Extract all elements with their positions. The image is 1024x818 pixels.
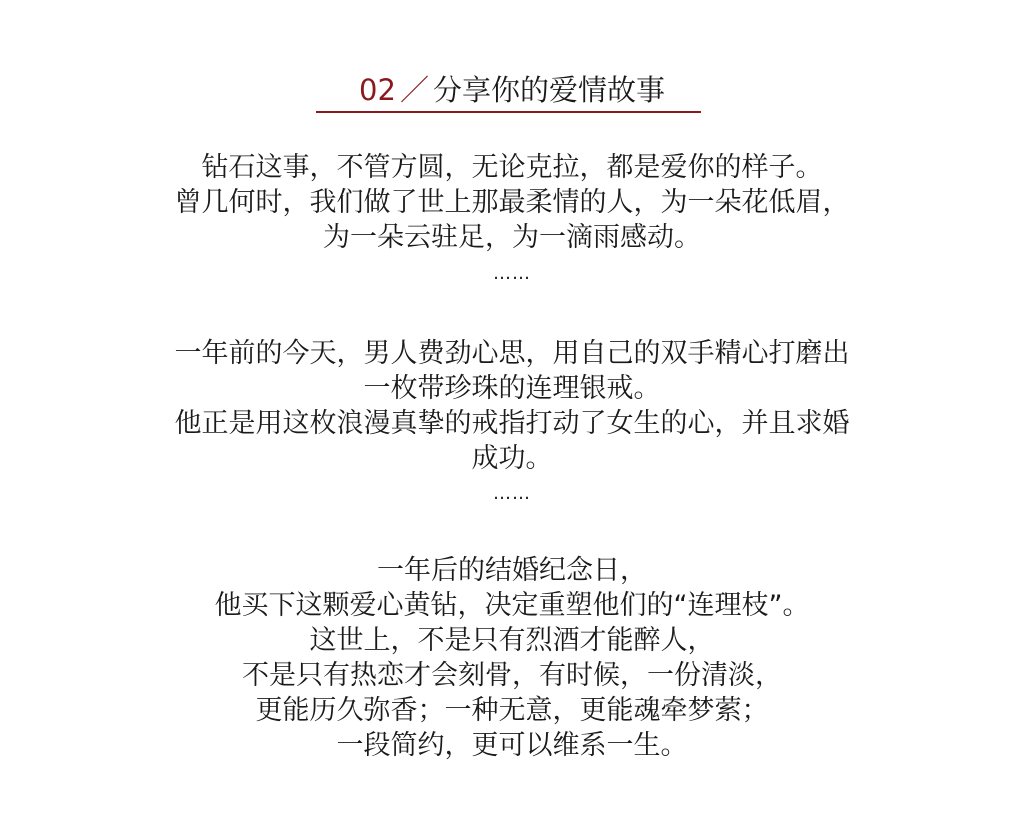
heading-underline	[316, 111, 701, 113]
paragraph-line: 曾几何时，我们做了世上那最柔情的人，为一朵花低眉，	[174, 187, 850, 218]
paragraph-line: 更能历久弥香；一种无意，更能魂牵梦萦；	[255, 695, 769, 726]
story-paragraph-1	[0, 150, 1024, 255]
paragraph-line: 不是只有热恋才会刻骨，有时候，一份清淡，	[242, 660, 782, 691]
section-heading	[0, 70, 1024, 110]
paragraph-line: 成功。	[471, 443, 553, 474]
story-paragraph-3	[0, 553, 1024, 763]
ellipsis-divider: ……	[493, 483, 531, 504]
paragraph-line: 为一朵云驻足，为一滴雨感动。	[323, 222, 701, 253]
paragraph-line: 一年前的今天，男人费劲心思，用自己的双手精心打磨出	[174, 338, 850, 369]
paragraph-line: 一年后的结婚纪念日，	[377, 555, 647, 586]
ellipsis-divider: ……	[493, 263, 531, 284]
paragraph-line: 他买下这颗爱心黄钻，决定重塑他们的“连理枝”。	[214, 590, 810, 621]
section-title: 分享你的爱情故事	[432, 73, 665, 107]
section-number: 02	[359, 73, 396, 107]
paragraph-line: 他正是用这枚浪漫真挚的戒指打动了女生的心，并且求婚	[174, 408, 850, 439]
paragraph-line: 一枚带珍珠的连理银戒。	[363, 373, 661, 404]
paragraph-line: 一段简约，更可以维系一生。	[336, 730, 688, 761]
heading-separator: ／	[399, 73, 429, 107]
paragraph-line: 这世上，不是只有烈酒才能醉人，	[309, 625, 715, 656]
paragraph-line: 钻石这事，不管方圆，无论克拉，都是爱你的样子。	[201, 152, 823, 183]
story-paragraph-2	[0, 336, 1024, 476]
